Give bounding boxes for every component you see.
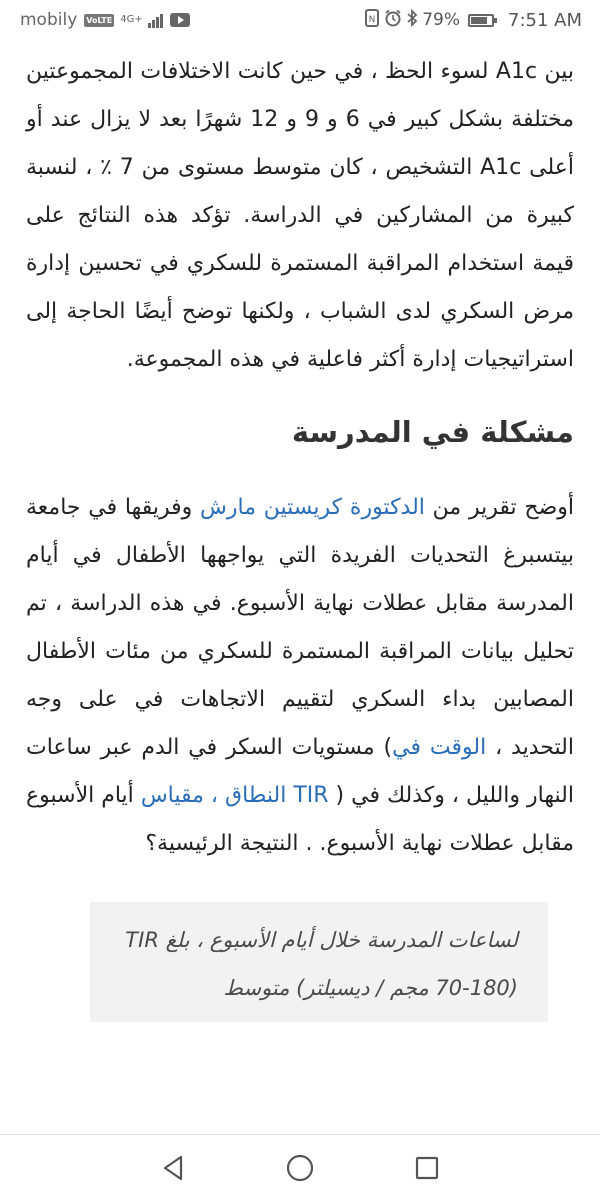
navigation-bar <box>0 1134 600 1200</box>
paragraph-text: أيام الأسبوع مقابل عطلات نهاية الأسبوع. . النتيجة الرئيسية؟ <box>26 783 574 856</box>
article-content[interactable] <box>0 40 600 1134</box>
svg-text:N: N <box>368 15 376 25</box>
battery-percent: 79% <box>422 10 460 30</box>
recents-icon[interactable] <box>412 1153 442 1183</box>
article-paragraph: بين A1c لسوء الحظ ، في حين كانت الاختلافات المجموعتين مختلفة بشكل كبير في 6 و 9 و 12 شهرًا بعد لا يزال عند أو أعلى A1c التشخيص ، كان متوسط مستوى من 7 ٪ ، لنسبة كبيرة من المشاركين في الدراسة. تؤكد هذه النتائج على قيمة استخدام المراقبة المستمرة للسكري في تحسين إدارة مرض السكري لدى الشباب ، ولكنها توضح أيضًا الحاجة إلى استراتيجيات إدارة أكثر فاعلية في هذه المجموعة. <box>26 59 574 372</box>
status-left <box>20 10 190 30</box>
clock: 7:51 AM <box>508 9 582 31</box>
volte-badge: VoLTE <box>86 15 113 25</box>
block-quote: لساعات المدرسة خلال أيام الأسبوع ، بلغ TIR (70-180 مجم / ديسيلتر) متوسط <box>90 902 548 1022</box>
carrier-name: mobily <box>20 10 78 30</box>
back-icon[interactable] <box>158 1153 188 1183</box>
alarm-icon <box>384 9 402 31</box>
signal-icon <box>148 12 163 28</box>
section-heading: مشكلة في المدرسة <box>291 415 574 449</box>
status-bar <box>0 0 600 40</box>
network-type: 4G+ <box>120 14 143 25</box>
youtube-icon <box>170 13 190 27</box>
paragraph-text: وفريقها في جامعة بيتسبرغ التحديات الفريدة التي يواجهها الأطفال في أيام المدرسة مقابل عطلات نهاية الأسبوع. في هذه الدراسة ، تم تحليل بيانات المراقبة المستمرة للسكري من مئات الأطفال المصابين بداء السكري لتقييم الاتجاهات في على وجه التحديد ، <box>26 495 574 760</box>
home-icon[interactable] <box>285 1153 315 1183</box>
sim-icon <box>364 9 380 31</box>
tir-link[interactable]: TIR النطاق ، مقياس <box>140 783 329 808</box>
paragraph-text: ) مستويات السكر في الدم عبر ساعات النهار والليل ، وكذلك في ( <box>26 735 574 808</box>
battery-icon <box>468 14 494 27</box>
bluetooth-icon <box>406 9 418 31</box>
author-link[interactable]: الدكتورة كريستين مارش <box>200 495 425 520</box>
status-right <box>364 9 582 31</box>
article-paragraph <box>26 484 574 868</box>
paragraph-text: أوضح تقرير من <box>424 495 575 520</box>
time-in-range-link[interactable]: الوقت في <box>392 735 487 760</box>
